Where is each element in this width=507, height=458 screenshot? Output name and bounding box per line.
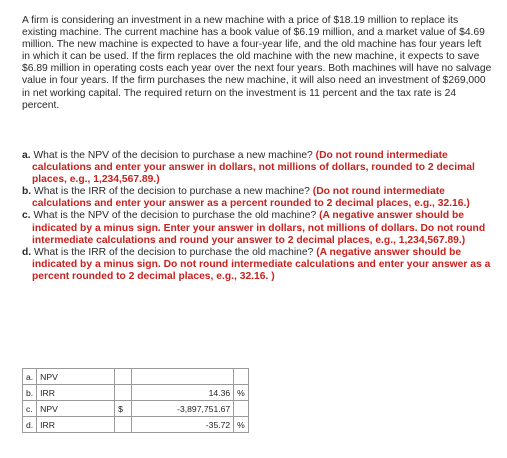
answer-label: IRR [37, 417, 115, 433]
question-d [22, 247, 497, 283]
answer-letter: a. [23, 369, 37, 385]
question-text: What is the NPV of the decision to purchase the old machine? [30, 210, 320, 222]
answer-row-a [23, 369, 249, 385]
question-c [22, 210, 497, 246]
answer-table [22, 368, 249, 433]
question-letter: b. [22, 186, 32, 198]
irr-new-input[interactable]: 14.36 [132, 385, 234, 401]
answer-letter: c. [23, 401, 37, 417]
irr-new-unit: % [234, 385, 249, 401]
npv-old-input[interactable]: -3,897,751.67 [132, 401, 234, 417]
answer-letter: d. [23, 417, 37, 433]
question-instruction: (A negative answer should be indicated by a minus sign. Do not round intermediate calculations and enter your answer as a percent rounded to 2 decimal places, e.g., 32.16. ) [32, 246, 491, 282]
irr-new-currency[interactable] [115, 385, 132, 401]
question-text: What is the IRR of the decision to purchase a new machine? [31, 186, 313, 198]
question-a [22, 150, 497, 186]
irr-old-unit: % [234, 417, 249, 433]
npv-new-currency[interactable] [115, 369, 132, 385]
question-instruction: (A negative answer should be indicated by a minus sign. Enter your answer in dollars, not millions of dollars. Do not round intermediate calculations and round your answer to 2 decimal places, e.g., 1,234,567.89.) [32, 210, 486, 246]
answer-row-c [23, 401, 249, 417]
question-list [22, 150, 497, 283]
answer-label: NPV [37, 369, 115, 385]
answer-label: IRR [37, 385, 115, 401]
npv-new-unit [234, 369, 249, 385]
question-text: What is the IRR of the decision to purchase the old machine? [31, 246, 317, 258]
question-letter: d. [22, 246, 32, 258]
question-letter: a. [22, 150, 31, 161]
npv-old-unit [234, 401, 249, 417]
answer-row-d [23, 417, 249, 433]
npv-new-input[interactable] [132, 369, 234, 385]
answer-row-b [23, 385, 249, 401]
problem-statement: A firm is considering an investment in a new machine with a price of $18.19 million to replace its existing machine. The current machine has a book value of $6.19 million, and a market value of $4.69 million. The new machine is expected to have a four-year life, and the old machine has four years left in which it can be used. If the firm replaces the old machine with the new machine, it expects to save $6.89 million in operating costs each year over the next four years. Both machines will have no salvage value in four years. If the firm purchases the new machine, it will also need an investment of $269,000 in net working capital. The required return on the investment is 11 percent and the tax rate is 24 percent. [22, 15, 492, 111]
answer-label: NPV [37, 401, 115, 417]
question-text: What is the NPV of the decision to purchase a new machine? [30, 150, 316, 161]
irr-old-input[interactable]: -35.72 [132, 417, 234, 433]
answer-letter: b. [23, 385, 37, 401]
question-letter: c. [22, 210, 31, 222]
question-instruction: (Do not round intermediate calculations and enter your answer as a percent rounded to 2 decimal places, e.g., 32.16.) [32, 186, 470, 210]
question-b [22, 186, 497, 210]
question-instruction: (Do not round intermediate calculations and enter your answer in dollars, not millions of dollars, rounded to 2 decimal places, e.g., 1,234,567.89.) [32, 150, 475, 186]
npv-old-currency: $ [115, 401, 132, 417]
irr-old-currency[interactable] [115, 417, 132, 433]
